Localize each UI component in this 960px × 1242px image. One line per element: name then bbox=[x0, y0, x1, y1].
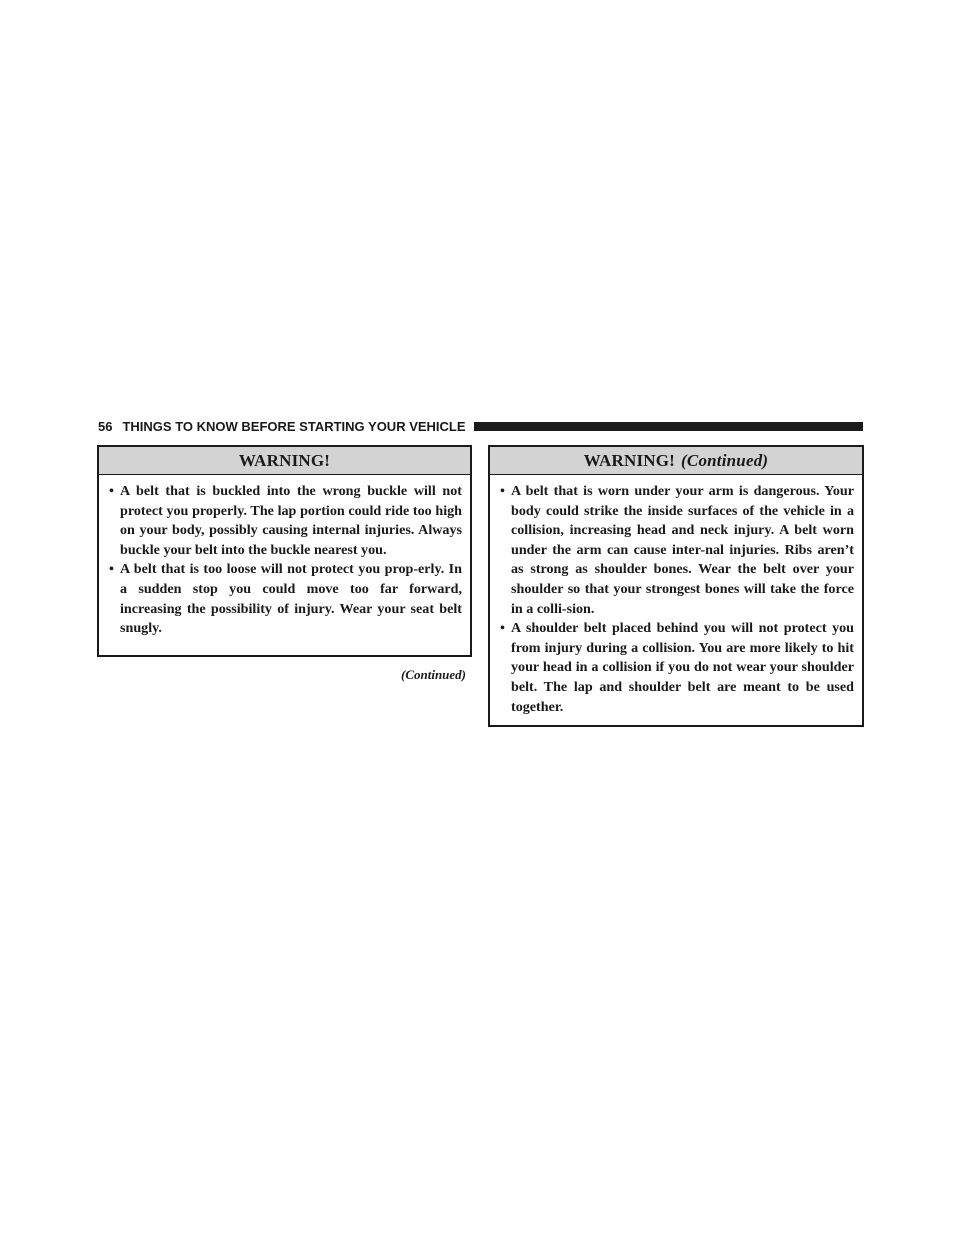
warning-item bbox=[109, 482, 462, 560]
warning-title: WARNING! bbox=[238, 451, 331, 470]
bullet-icon: • bbox=[500, 483, 505, 499]
warning-item bbox=[500, 619, 854, 717]
warning-box-left bbox=[97, 445, 472, 657]
warning-item-text: A belt that is too loose will not protect you prop-erly. In a sudden stop you could move too far forward, increasing the possibility of injury. Wear your seat belt snugly. bbox=[120, 561, 462, 637]
warning-list bbox=[490, 475, 862, 717]
chapter-title: THINGS TO KNOW BEFORE STARTING YOUR VEHICLE bbox=[122, 418, 466, 434]
warning-item bbox=[500, 482, 854, 619]
warning-item-text: A belt that is buckled into the wrong buckle will not protect you properly. The lap portion could ride too high on your body, possibly causing internal injuries. Always buckle your belt into the buckle nearest you. bbox=[120, 483, 462, 558]
warning-item-text: A shoulder belt placed behind you will not protect you from injury during a collision. You are more likely to hit your head in a collision if you do not wear your shoulder belt. The lap and shoulder belt are meant to be used together. bbox=[511, 620, 854, 715]
warning-list bbox=[99, 475, 470, 639]
continued-note: (Continued) bbox=[400, 667, 466, 682]
bullet-icon: • bbox=[109, 483, 114, 499]
page-header bbox=[98, 417, 863, 435]
bullet-icon: • bbox=[109, 561, 114, 578]
warning-title: WARNING! bbox=[583, 451, 676, 470]
warning-box-right bbox=[488, 445, 864, 727]
warning-title-suffix: (Continued) bbox=[681, 451, 769, 470]
warning-item-text: A belt that is worn under your arm is dangerous. Your body could strike the inside surfaces of the vehicle in a collision, increasing head and neck injury. A belt worn under the arm can cause inter-nal injuries. Ribs aren’t as strong as shoulder bones. Wear the belt over your shoulder so that your strongest bones will take the force in a colli-sion. bbox=[511, 483, 854, 617]
warning-heading bbox=[99, 447, 470, 475]
header-rule bbox=[474, 422, 863, 431]
bullet-icon: • bbox=[500, 620, 505, 637]
warning-heading bbox=[490, 447, 862, 475]
page-number: 56 bbox=[98, 418, 113, 434]
warning-item bbox=[109, 560, 462, 638]
